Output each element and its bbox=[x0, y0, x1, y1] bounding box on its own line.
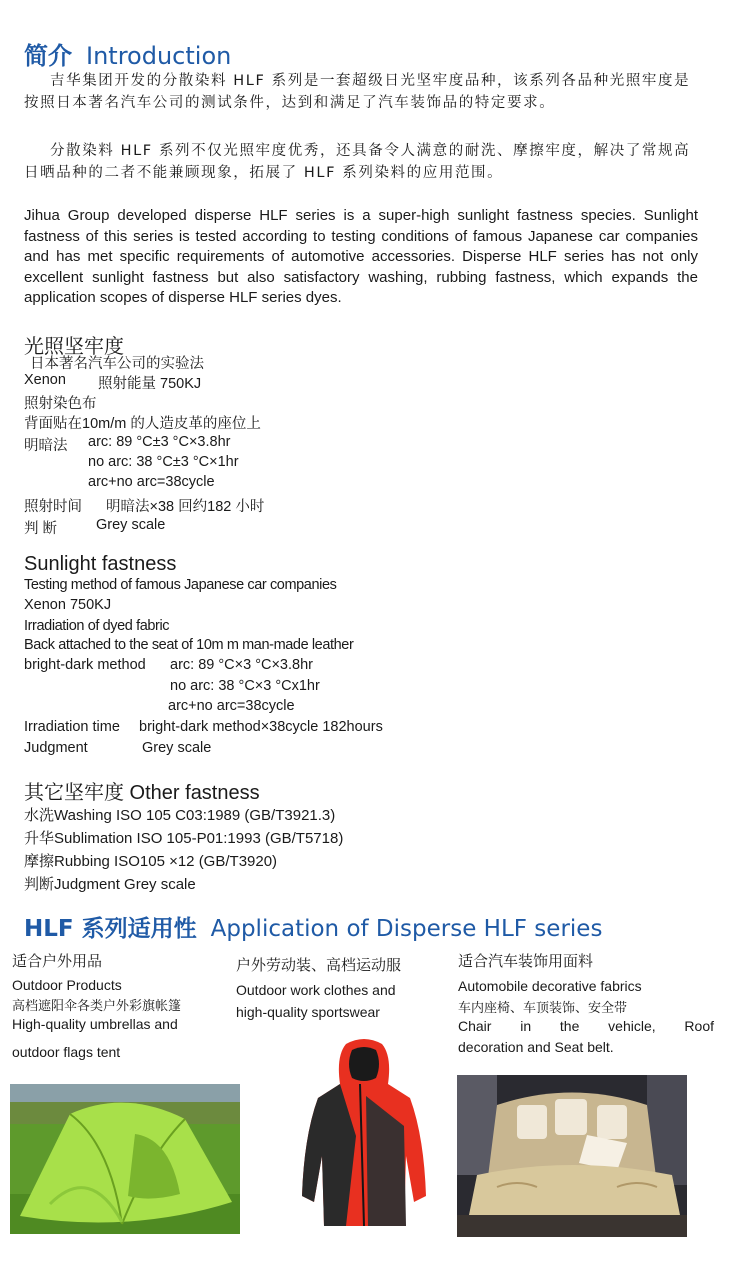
en-light-line bbox=[24, 657, 313, 673]
en-light-label: bright-dark method bbox=[24, 657, 146, 673]
col3-en-desc: decoration and Seat belt. bbox=[458, 1039, 614, 1055]
cn-light-line: 背面贴在10m/m 的人造皮革的座位上 bbox=[24, 416, 261, 432]
cn-light-line bbox=[24, 372, 202, 392]
tent-image bbox=[10, 1084, 240, 1234]
other-fastness-item: 摩擦Rubbing ISO105 ×12 (GB/T3920) bbox=[24, 853, 278, 870]
col1-en-desc: outdoor flags tent bbox=[12, 1044, 121, 1060]
en-light-value: Grey scale bbox=[142, 740, 212, 756]
cn-light-line bbox=[24, 517, 166, 538]
en-light-line: Testing method of famous Japanese car companies bbox=[24, 577, 337, 593]
en-light-line: no arc: 38 °C×3 °Cx1hr bbox=[170, 678, 320, 694]
en-light-label: Irradiation time bbox=[24, 719, 120, 735]
intro-title-en: Introduction bbox=[86, 42, 232, 70]
other-fastness-item: 判断Judgment Grey scale bbox=[24, 876, 196, 893]
application-column-outdoor bbox=[12, 950, 232, 1060]
application-title-en: Application of Disperse HLF series bbox=[210, 916, 603, 942]
en-light-line bbox=[24, 719, 383, 735]
cn-light-line bbox=[24, 434, 231, 455]
cn-light-line: arc+no arc=38cycle bbox=[88, 474, 215, 490]
cn-light-label: 判 断 bbox=[24, 521, 58, 537]
other-fastness-item: 水洗Washing ISO 105 C03:1989 (GB/T3921.3) bbox=[24, 807, 336, 824]
cn-light-value: 明暗法×38 回约182 小时 bbox=[106, 499, 265, 515]
en-light-line: arc+no arc=38cycle bbox=[168, 698, 295, 714]
cn-light-label: Xenon bbox=[24, 372, 66, 388]
en-light-fastness-title: Sunlight fastness bbox=[24, 553, 177, 575]
application-column-workwear bbox=[236, 954, 446, 1020]
car-interior-image bbox=[457, 1075, 687, 1237]
other-fastness-title: 其它坚牢度 Other fastness bbox=[24, 782, 260, 804]
cn-light-fastness-title: 光照坚牢度 bbox=[24, 336, 124, 358]
intro-heading bbox=[24, 36, 231, 71]
en-light-line bbox=[24, 740, 212, 756]
en-light-line: Xenon 750KJ bbox=[24, 597, 112, 613]
cn-light-line: no arc: 38 °C±3 °C×1hr bbox=[88, 454, 239, 470]
cn-light-value: 照射能量 750KJ bbox=[98, 376, 202, 392]
other-fastness-item: 升华Sublimation ISO 105-P01:1993 (GB/T5718) bbox=[24, 830, 344, 847]
application-column-automobile bbox=[458, 950, 714, 1055]
cn-light-value: arc: 89 °C±3 °C×3.8hr bbox=[88, 434, 231, 450]
en-light-value: arc: 89 °C×3 °C×3.8hr bbox=[170, 657, 313, 673]
jacket-image bbox=[296, 1036, 432, 1236]
en-light-value: bright-dark method×38cycle 182hours bbox=[139, 719, 383, 735]
col1-en-heading: Outdoor Products bbox=[12, 977, 122, 993]
cn-light-value: Grey scale bbox=[96, 517, 166, 533]
application-title-cn: HLF 系列适用性 bbox=[24, 916, 197, 942]
col3-cn-heading: 适合汽车装饰用面料 bbox=[458, 953, 594, 970]
en-light-label: Judgment bbox=[24, 740, 88, 756]
cn-light-label: 照射时间 bbox=[24, 499, 82, 515]
en-light-line: Back attached to the seat of 10m m man-made leather bbox=[24, 637, 354, 653]
col2-en-desc: high-quality sportswear bbox=[236, 1004, 380, 1020]
col2-en-desc: Outdoor work clothes and bbox=[236, 982, 396, 998]
col1-en-desc: High-quality umbrellas and bbox=[12, 1016, 178, 1032]
col1-cn-desc: 高档遮阳伞各类户外彩旗帐篷 bbox=[12, 998, 182, 1013]
en-light-line: Irradiation of dyed fabric bbox=[24, 618, 170, 634]
cn-light-label: 明暗法 bbox=[24, 438, 68, 454]
col3-en-heading: Automobile decorative fabrics bbox=[458, 978, 642, 994]
intro-cn-paragraph-2: 分散染料 HLF 系列不仅光照牢度优秀，还具备令人满意的耐洗、摩擦牢度，解决了常规高日晒品种的二者不能兼顾现象，拓展了 HLF 系列染料的应用范围。 bbox=[24, 143, 691, 181]
intro-en-paragraph: Jihua Group developed disperse HLF series is a super-high sunlight fastness species. Sunlight fastness of this series is tested according to testing conditions of famous Japanese car companies and has met specific requirements of automotive accessories. Disperse HLF series has not only excellent sunlight fastness but also satisfactory washing, rubbing fastness, which expands the application scopes of disperse HLF series dyes. bbox=[24, 207, 698, 306]
intro-title-cn: 简介 bbox=[24, 42, 72, 70]
col1-cn-heading: 适合户外用品 bbox=[12, 953, 103, 970]
col3-cn-desc: 车内座椅、车顶装饰、安全带 bbox=[458, 1000, 628, 1015]
intro-cn-paragraph-1: 吉华集团开发的分散染料 HLF 系列是一套超级日光坚牢度品种，该系列各品种光照牢度是按照日本著名汽车公司的测试条件，达到和满足了汽车装饰品的特定要求。 bbox=[24, 73, 691, 111]
col3-en-desc: Chair in the vehicle, Roof bbox=[458, 1018, 714, 1034]
application-heading bbox=[24, 910, 602, 943]
col2-cn-heading: 户外劳动装、高档运动服 bbox=[236, 957, 402, 974]
cn-light-line bbox=[24, 495, 265, 516]
cn-light-line: 照射染色布 bbox=[24, 396, 97, 412]
cn-light-line: 日本著名汽车公司的实验法 bbox=[30, 356, 204, 372]
